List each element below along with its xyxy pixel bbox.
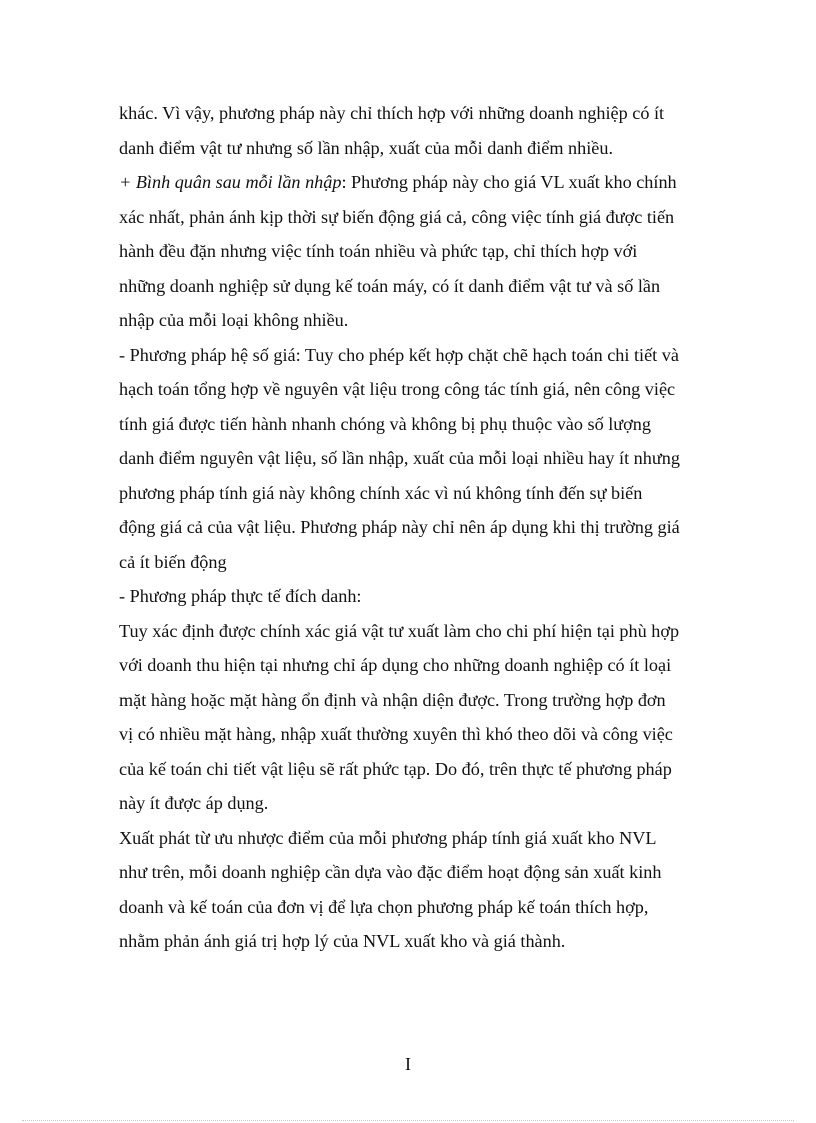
method-heading: + Bình quân sau mỗi lần nhập bbox=[119, 172, 342, 192]
text-line: hạch toán tổng hợp về nguyên vật liệu trong công tác tính giá, nên công việc bbox=[119, 379, 676, 399]
text-line: danh điểm nguyên vật liệu, số lần nhập, xuất của mỗi loại nhiều hay ít nhưng bbox=[119, 448, 680, 468]
text-line: mặt hàng hoặc mặt hàng ổn định và nhận diện được. Trong trường hợp đơn bbox=[119, 689, 666, 710]
text-line: phương pháp tính giá này không chính xác vì nú không tính đến sự biến bbox=[119, 482, 643, 503]
text-line: vị có nhiều mặt hàng, nhập xuất thường xuyên thì khó theo dõi và công việc bbox=[119, 724, 673, 744]
text-line: cả ít biến động bbox=[119, 551, 227, 572]
text-line: danh điểm vật tư nhưng số lần nhập, xuất của mỗi danh điểm nhiều. bbox=[119, 137, 614, 158]
text-line: doanh và kế toán của đơn vị để lựa chọn phương pháp kế toán thích hợp, bbox=[119, 896, 649, 917]
text-run: : Phương pháp này cho giá VL xuất kho chính bbox=[341, 172, 677, 192]
text-line: nhập của mỗi loại không nhiều. bbox=[119, 310, 349, 330]
text-line: này ít được áp dụng. bbox=[119, 793, 269, 813]
text-line: Xuất phát từ ưu nhược điểm của mỗi phương pháp tính giá xuất kho NVL bbox=[119, 827, 657, 848]
body-text bbox=[119, 96, 705, 959]
footer-divider bbox=[22, 1120, 794, 1121]
text-line: nhằm phản ánh giá trị hợp lý của NVL xuất kho và giá thành. bbox=[119, 931, 566, 951]
text-line: tính giá được tiến hành nhanh chóng và không bị phụ thuộc vào số lượng bbox=[119, 413, 651, 434]
text-line: khác. Vì vậy, phương pháp này chỉ thích hợp với những doanh nghiệp có ít bbox=[119, 103, 665, 123]
text-line: xác nhất, phản ánh kịp thời sự biến động giá cả, công việc tính giá được tiến bbox=[119, 206, 675, 227]
text-line: động giá cả của vật liệu. Phương pháp này chỉ nên áp dụng khi thị trường giá bbox=[119, 517, 680, 537]
text-line: hành đều đặn nhưng việc tính toán nhiều và phức tạp, chỉ thích hợp với bbox=[119, 241, 638, 261]
text-line bbox=[119, 165, 705, 200]
text-line: những doanh nghiệp sử dụng kế toán máy, có ít danh điểm vật tư và số lần bbox=[119, 275, 661, 296]
text-line: - Phương pháp hệ số giá: Tuy cho phép kết hợp chặt chẽ hạch toán chi tiết và bbox=[119, 344, 679, 365]
text-line: như trên, mỗi doanh nghiệp cần dựa vào đặc điểm hoạt động sản xuất kinh bbox=[119, 862, 662, 882]
text-line: - Phương pháp thực tế đích danh: bbox=[119, 586, 362, 606]
text-line: với doanh thu hiện tại nhưng chỉ áp dụng cho những doanh nghiệp có ít loại bbox=[119, 655, 672, 675]
text-line: của kế toán chi tiết vật liệu sẽ rất phức tạp. Do đó, trên thực tế phương pháp bbox=[119, 758, 672, 779]
page-number: I bbox=[405, 1054, 411, 1074]
text-line: Tuy xác định được chính xác giá vật tư xuất làm cho chi phí hiện tại phù hợp bbox=[119, 620, 680, 641]
